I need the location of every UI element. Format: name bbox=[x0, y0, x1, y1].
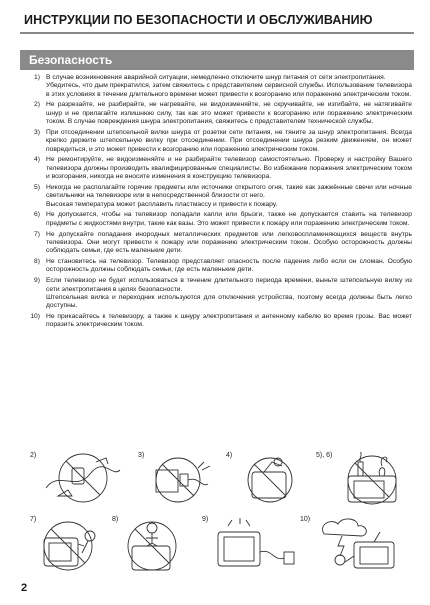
illustrations-bottom bbox=[28, 512, 414, 574]
illustration-foreign-objects bbox=[30, 516, 95, 570]
item-text: Никогда не располагайте горячие предметы или источники открытого огня, такие как зажжённые свечи или ночные светильники на телевизоре или в непосредственной близости от него. bbox=[46, 183, 412, 200]
instruction-item bbox=[26, 184, 412, 209]
item-text: При отсоединении штепсельной вилки шнура от розетки сети питания, не тяните за шнур электропитания. Всегда крепко держите штепсельную вилку при отсоединении. При отсоединении шнура резким движением, он может повредиться, и это может привести к возгоранию или поражению электрическим током. bbox=[46, 128, 412, 153]
illustration-unplug bbox=[138, 452, 210, 502]
panel-label: 3) bbox=[138, 452, 145, 459]
instruction-item bbox=[26, 258, 412, 275]
panel-label: 10) bbox=[300, 516, 311, 523]
illustration-candle-vase bbox=[316, 452, 396, 504]
instruction-item bbox=[26, 313, 412, 330]
item-number: 10) bbox=[30, 313, 40, 321]
item-text: Если телевизор не будет использоваться в течение длительного периода времени, выньте штепсельную вилку из сети электропитания в целях безопасности. bbox=[46, 277, 412, 293]
instruction-item bbox=[26, 74, 412, 99]
item-text: Убедитесь, что дым прекратился, затем свяжитесь с представителем сервисной службы. Использование телевизора в этих условиях в течение длительного времени может привести к возгоранию или поражению электрическим током. bbox=[46, 82, 412, 98]
item-text: Высокая температура может расплавить пластмассу и привести к пожару. bbox=[46, 200, 278, 208]
illustration-climbing bbox=[112, 516, 176, 570]
item-text: Штепсельная вилка и переходник используются для отключения устройства, поэтому всегда должны быть легко доступны. bbox=[46, 293, 412, 310]
item-number: 4) bbox=[34, 156, 40, 164]
illustration-row-2 bbox=[28, 512, 414, 574]
safety-instructions-list bbox=[26, 74, 412, 332]
illustrations-top bbox=[28, 448, 414, 508]
panel-label: 5), 6) bbox=[316, 452, 333, 459]
item-number: 6) bbox=[34, 211, 40, 219]
page-header bbox=[20, 8, 414, 34]
instruction-item bbox=[26, 231, 412, 256]
illustration-row-1 bbox=[28, 448, 414, 508]
item-number: 5) bbox=[34, 183, 40, 191]
item-number: 3) bbox=[34, 128, 40, 136]
page-title: ИНСТРУКЦИИ ПО БЕЗОПАСНОСТИ И ОБСЛУЖИВАНИЮ bbox=[24, 13, 373, 27]
instruction-item bbox=[26, 101, 412, 126]
illustration-thunderstorm bbox=[300, 516, 394, 568]
panel-label: 9) bbox=[202, 516, 209, 523]
item-number: 9) bbox=[34, 277, 40, 285]
panel-label: 8) bbox=[112, 516, 119, 523]
item-text: В случае возникновения аварийной ситуации, немедленно отключите шнур питания от сети электропитания. bbox=[46, 74, 386, 81]
panel-label: 7) bbox=[30, 516, 37, 523]
item-number: 1) bbox=[34, 74, 40, 81]
item-text: Не прикасайтесь к телевизору, а также к шнуру электропитания и антенному кабелю во время грозы. Вас может поразить электрическим током. bbox=[46, 313, 412, 329]
instruction-item bbox=[26, 277, 412, 310]
illustration-disassembly bbox=[226, 452, 292, 502]
item-text: Не допускается, чтобы на телевизор попадали капли или брызги, также не допускается ставить на телевизор предметы с жидкостями внутри, такие как вазы. Это может привести к пожару или поражению электрическим током. bbox=[46, 211, 412, 227]
page-number: 2 bbox=[21, 582, 28, 594]
item-number: 8) bbox=[34, 258, 40, 266]
instruction-item bbox=[26, 129, 412, 154]
item-number: 7) bbox=[34, 230, 40, 238]
item-text: Не допускайте попадания инородных металлических предметов или легковоспламеняющихся веществ внутрь телевизора. Они могут привести к пожару или поражению электрическим током. Особую осторожность должны соблюдать семьи, где есть маленькие дети. bbox=[46, 230, 412, 255]
instruction-item bbox=[26, 211, 412, 228]
instruction-item bbox=[26, 156, 412, 181]
section-heading: Безопасность bbox=[20, 50, 414, 70]
item-text: Не ремонтируйте, не видоизменяйте и не разбирайте телевизор самостоятельно. Проверку и настройку Вашего телевизора должны производить квалифицированные специалисты. Во избежание поражения электрическим током и возгорания, никогда не вносите изменения в конструкцию телевизора. bbox=[46, 156, 412, 181]
item-number: 2) bbox=[34, 101, 40, 109]
illustration-long-absence bbox=[202, 516, 294, 566]
panel-label: 2) bbox=[30, 452, 37, 459]
panel-label: 4) bbox=[226, 452, 233, 459]
item-text: Не разрезайте, не разбирайте, не нагревайте, не видоизменяйте, не скручивайте, не изгибайте, не натягивайте шнур и не прилагайте излишнюю силу, так как это может привести к возгоранию или поражению электрическим током. В случае повреждения шнура электропитания, свяжитесь с представителем технической службы. bbox=[46, 101, 412, 126]
item-text: Не становитесь на телевизор. Телевизор представляет опасность после падения либо если он сломан. Особую осторожность должны соблюдать семьи, где есть маленькие дети. bbox=[46, 258, 412, 274]
illustration-cord-damage bbox=[30, 452, 120, 502]
